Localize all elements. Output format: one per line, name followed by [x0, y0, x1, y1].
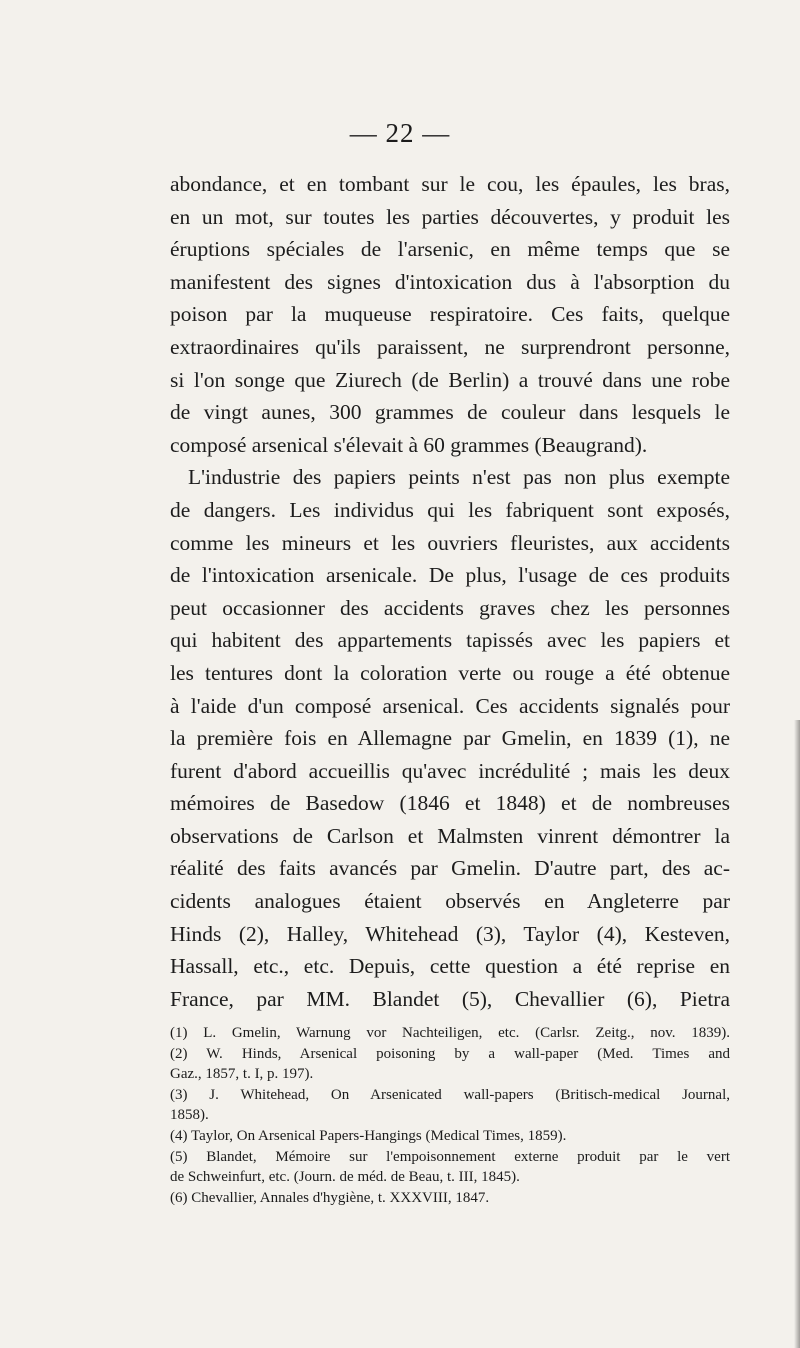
text-line: observations de Carlson et Malmsten vinrent démontrer la	[170, 823, 730, 848]
text-line: extraordinaires qu'ils paraissent, ne surprendront personne,	[170, 334, 730, 359]
footnote-line: (5) Blandet, Mémoire sur l'empoisonnement externe produit par le vert	[170, 1148, 730, 1165]
footnote-line: 1858).	[170, 1107, 209, 1124]
text-line: abondance, et en tombant sur le cou, les épaules, les bras,	[170, 172, 730, 196]
text-line: de vingt aunes, 300 grammes de couleur dans lesquels le	[170, 400, 730, 425]
text-line: Hinds (2), Halley, Whitehead (3), Taylor (4), Kesteven,	[170, 921, 730, 946]
text-line: la première fois en Allemagne par Gmelin, en 1839 (1), ne	[170, 726, 730, 751]
footnote-line: (6) Chevallier, Annales d'hygiène, t. XXXVIII, 1847.	[170, 1189, 490, 1206]
text-line: France, par MM. Blandet (5), Chevallier (6), Pietra	[170, 986, 730, 1011]
text-line: peut occasionner des accidents graves chez les personnes	[170, 595, 730, 620]
page-number: — 22 —	[349, 118, 451, 148]
footnote-line: (2) W. Hinds, Arsenical poisoning by a wall-paper (Med. Times and	[170, 1045, 730, 1062]
text-line: éruptions spéciales de l'arsenic, en même temps que se	[170, 237, 730, 262]
text-line: furent d'abord accueillis qu'avec incrédulité ; mais les deux	[170, 758, 730, 783]
footnotes	[170, 1023, 730, 1208]
footnote-line: Gaz., 1857, t. I, p. 197).	[170, 1066, 314, 1083]
text-line: réalité des faits avancés par Gmelin. D'autre part, des ac-	[170, 856, 730, 881]
text-line: poison par la muqueuse respiratoire. Ces faits, quelque	[170, 302, 730, 327]
text-line: Hassall, etc., etc. Depuis, cette question a été reprise en	[170, 954, 730, 979]
text-line: de dangers. Les individus qui les fabriquent sont exposés,	[170, 497, 730, 522]
text-line: de l'intoxication arsenicale. De plus, l'usage de ces produits	[170, 563, 730, 588]
footnote-line: (3) J. Whitehead, On Arsenicated wall-papers (Britisch-medical Journal,	[170, 1086, 730, 1103]
footnote-line: (4) Taylor, On Arsenical Papers-Hangings (Medical Times, 1859).	[170, 1127, 567, 1144]
text-line: les tentures dont la coloration verte ou rouge a été obtenue	[170, 660, 730, 685]
text-line: qui habitent des appartements tapissés avec les papiers et	[170, 628, 730, 653]
footnote-line: de Schweinfurt, etc. (Journ. de méd. de Beau, t. III, 1845).	[170, 1169, 520, 1186]
text-line: composé arsenical s'élevait à 60 grammes (Beaugrand).	[170, 432, 648, 457]
text-line: mémoires de Basedow (1846 et 1848) et de nombreuses	[170, 791, 730, 816]
text-line: cidents analogues étaient observés en Angleterre par	[170, 889, 730, 914]
text-line: L'industrie des papiers peints n'est pas non plus exempte	[188, 465, 730, 490]
text-line: si l'on songe que Ziurech (de Berlin) a trouvé dans une robe	[170, 367, 730, 392]
footnote-line: (1) L. Gmelin, Warnung vor Nachteiligen, etc. (Carlsr. Zeitg., nov. 1839).	[170, 1025, 730, 1041]
page-edge-shadow	[794, 720, 800, 1348]
text-line: manifestent des signes d'intoxication dus à l'absorption du	[170, 269, 730, 294]
text-line: comme les mineurs et les ouvriers fleuristes, aux accidents	[170, 530, 730, 555]
body-text	[170, 168, 730, 1015]
text-line: à l'aide d'un composé arsenical. Ces accidents signalés pour	[170, 693, 730, 718]
text-line: en un mot, sur toutes les parties découvertes, y produit les	[170, 204, 730, 229]
